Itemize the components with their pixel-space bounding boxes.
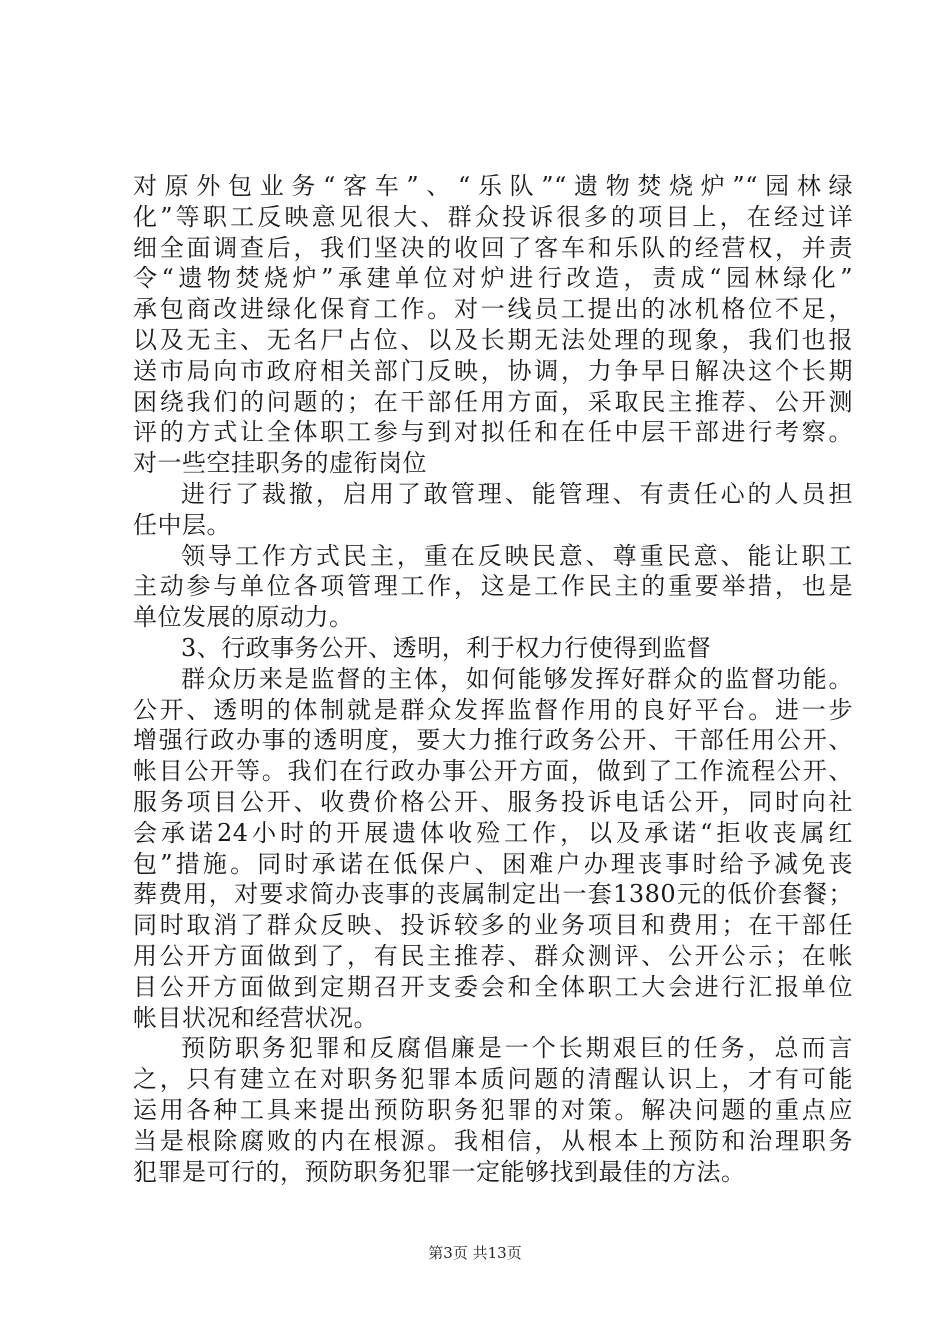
text-line: 领导工作方式民主，重在反映民意、尊重民意、能让职工 (181, 541, 853, 570)
text-line: 葬费用，对要求简办丧事的丧属制定出一套1380元的低价套餐； (133, 880, 853, 909)
document-body (133, 171, 853, 1187)
text-line: 帐目公开等。我们在行政办事公开方面，做到了工作流程公开、 (133, 757, 853, 786)
text-line: 对原外包业务“客车”、“乐队”“遗物焚烧炉”“园林绿 (133, 172, 853, 200)
text-line: 送市局向市政府相关部门反映，协调，力争早日解决这个长期 (133, 356, 853, 385)
text-line: 化”等职工反映意见很大、群众投诉很多的项目上，在经过详 (133, 202, 853, 231)
text-line: 目公开方面做到定期召开支委会和全体职工大会进行汇报单位 (133, 972, 853, 1001)
text-line: 预防职务犯罪和反腐倡廉是一个长期艰巨的任务，总而言 (181, 1034, 853, 1063)
text-line: 承包商改进绿化保育工作。对一线员工提出的冰机格位不足， (133, 295, 853, 324)
text-line: 进行了裁撤，启用了敢管理、能管理、有责任心的人员担 (181, 479, 853, 508)
text-line: 当是根除腐败的内在根源。我相信，从根本上预防和治理职务 (133, 1126, 853, 1155)
text-line: 细全面调查后，我们坚决的收回了客车和乐队的经营权，并责 (133, 233, 853, 262)
text-line: 包”措施。同时承诺在低保户、困难户办理丧事时给予减免丧 (133, 849, 853, 878)
text-line: 单位发展的原动力。 (133, 603, 354, 632)
text-line: 运用各种工具来提出预防职务犯罪的对策。解决问题的重点应 (133, 1095, 853, 1124)
text-line: 评的方式让全体职工参与到对拟任和在任中层干部进行考察。 (133, 418, 853, 447)
text-line: 3、行政事务公开、透明，利于权力行使得到监督 (181, 633, 712, 662)
text-line: 犯罪是可行的，预防职务犯罪一定能够找到最佳的方法。 (133, 1157, 746, 1186)
text-line: 之，只有建立在对职务犯罪本质问题的清醒认识上，才有可能 (133, 1065, 853, 1094)
text-line: 用公开方面做到了，有民主推荐、群众测评、公开公示；在帐 (133, 941, 853, 970)
text-line: 服务项目公开、收费价格公开、服务投诉电话公开，同时向社 (133, 787, 853, 816)
text-line: 任中层。 (133, 510, 231, 539)
text-line: 主动参与单位各项管理工作，这是工作民主的重要举措，也是 (133, 572, 853, 601)
text-line: 群众历来是监督的主体，如何能够发挥好群众的监督功能。 (181, 664, 853, 693)
text-line: 以及无主、无名尸占位、以及长期无法处理的现象，我们也报 (133, 325, 853, 354)
text-line: 增强行政办事的透明度，要大力推行政务公开、干部任用公开、 (133, 726, 853, 755)
page-footer: 第3页 共13页 (428, 1244, 522, 1262)
text-line: 同时取消了群众反映、投诉较多的业务项目和费用；在干部任 (133, 911, 853, 940)
text-line: 公开、透明的体制就是群众发挥监督作用的良好平台。进一步 (133, 695, 853, 724)
text-line: 困绕我们的问题的；在干部任用方面，采取民主推荐、公开测 (133, 387, 853, 416)
text-line: 帐目状况和经营状况。 (133, 1003, 378, 1032)
text-line: 对一些空挂职务的虚衔岗位 (133, 449, 427, 478)
text-line: 令“遗物焚烧炉”承建单位对炉进行改造，责成“园林绿化” (133, 264, 853, 293)
text-line: 会承诺24小时的开展遗体收殓工作，以及承诺“拒收丧属红 (133, 818, 853, 847)
